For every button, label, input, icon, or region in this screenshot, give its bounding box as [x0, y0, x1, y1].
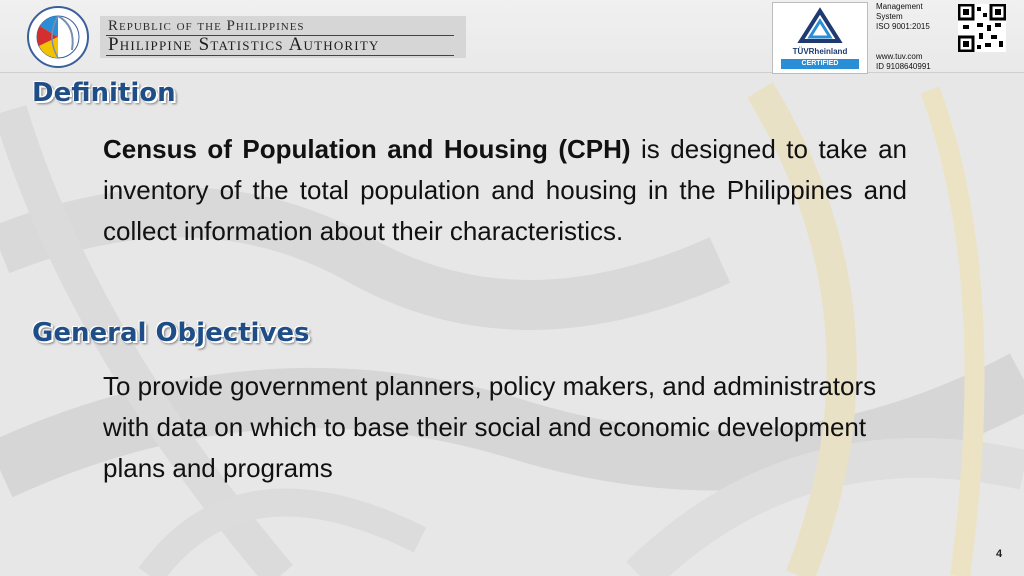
cert-details — [876, 2, 930, 32]
republic-label: Republic of the Philippines — [108, 18, 305, 34]
definition-body: is designed to take an inventory of the total population and housing in the Philippines and collect information about their characteristics. — [103, 134, 907, 246]
header-banner — [0, 0, 1024, 73]
agency-name: Philippine Statistics Authority — [108, 34, 380, 55]
psa-seal-logo — [16, 4, 96, 70]
objectives-paragraph: To provide government planners, policy makers, and administrators with data on which to base their social and economic development plans and programs — [103, 371, 877, 483]
definition-heading: Definition — [32, 78, 176, 108]
definition-term: Census of Population and Housing (CPH) — [103, 134, 631, 164]
cert-certified-tag: CERTIFIED — [781, 59, 859, 69]
cert-line-1: Management — [876, 2, 923, 11]
tuv-certification-badge — [772, 2, 868, 74]
cert-url: www.tuv.com — [876, 52, 923, 61]
page-number: 4 — [996, 548, 1003, 560]
cert-line-2: System — [876, 12, 903, 21]
agency-nameplate — [100, 16, 466, 58]
nameplate-rule-bottom — [106, 55, 454, 56]
cert-brand: TÜVRheinland — [792, 47, 848, 56]
cert-contact — [876, 52, 931, 72]
objectives-heading: General Objectives — [32, 318, 310, 348]
cert-line-3: ISO 9001:2015 — [876, 22, 930, 31]
definition-paragraph — [103, 129, 907, 252]
tuv-triangle-icon — [797, 7, 843, 45]
qr-code-icon — [958, 4, 1006, 52]
cert-id: ID 9108640991 — [876, 62, 931, 71]
